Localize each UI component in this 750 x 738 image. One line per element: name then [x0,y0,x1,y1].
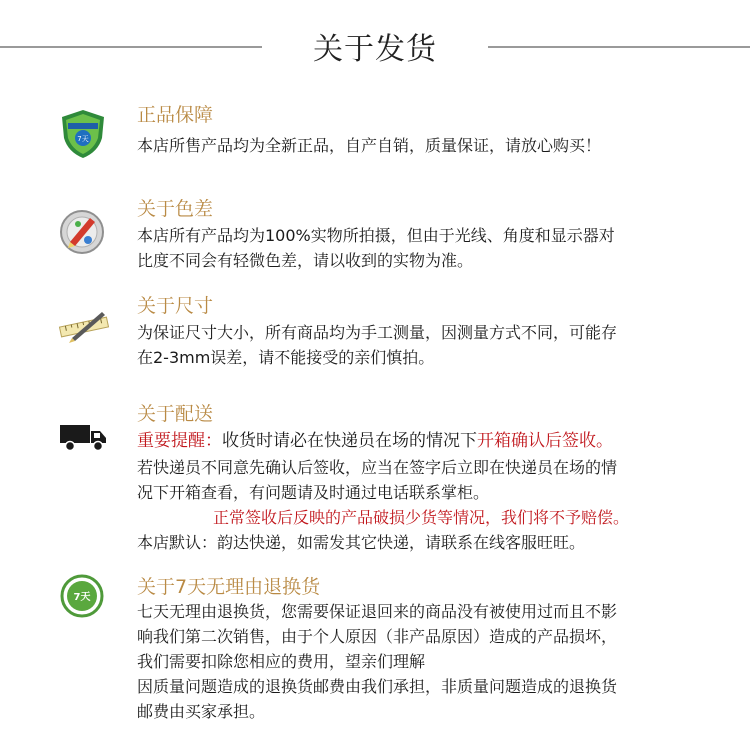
section-body [137,428,705,555]
svg-text:7天: 7天 [73,592,91,603]
section-heading: 关于配送 [137,403,214,425]
body-line: 为保证尺寸大小，所有商品均为手工测量，因测量方式不同，可能存 [137,323,618,342]
section-body [137,320,705,370]
section-heading: 正品保障 [137,104,214,126]
body-line: 况下开箱查看，有问题请及时通过电话联系掌柜。 [137,483,490,502]
body-line: 若快递员不同意先确认后签收，应当在签字后立即在快递员在场的情 [137,458,618,477]
body-line: 在2-3mm误差，请不能接受的亲们慎拍。 [137,348,435,367]
body-line: 比度不同会有轻微色差，请以收到的实物为准。 [137,251,474,270]
section-body [137,599,705,724]
section-heading: 关于色差 [137,198,214,220]
color-palette-icon [58,208,106,260]
important-highlight: 开箱确认后签收。 [477,431,613,451]
body-line: 本店所售产品均为全新正品，自产自销，质量保证，请放心购买！ [137,136,602,155]
section-heading: 关于尺寸 [137,295,214,317]
important-text: 收货时请必在快递员在场的情况下 [222,431,477,451]
header-divider-right [488,46,750,48]
section-size [0,288,750,372]
section-heading: 关于7天无理由退换货 [137,576,321,598]
ruler-icon [58,304,112,348]
no-compensation-warning: 正常签收后反映的产品破损少货等情况，我们将不予赔偿。 [212,508,629,527]
section-color [0,192,750,272]
important-label: 重要提醒： [137,431,222,451]
important-notice [137,428,705,455]
body-line: 邮费由买家承担。 [137,702,266,721]
section-returns [0,572,750,738]
section-quality [0,98,750,168]
page-title: 关于发货 [313,32,437,67]
section-body [137,223,705,273]
default-courier: 本店默认：韵达快递，如需发其它快递，请联系在线客服旺旺。 [137,533,586,552]
svg-text:7天: 7天 [77,135,89,143]
body-line: 因质量问题造成的退换货邮费由我们承担，非质量问题造成的退换货 [137,677,618,696]
body-line: 本店所有产品均为100%实物所拍摄，但由于光线、角度和显示器对 [137,226,615,245]
seven-day-badge-icon [60,574,104,622]
section-delivery [0,396,750,561]
page-header [0,0,750,80]
body-line: 七天无理由退换货，您需要保证退回来的商品没有被使用过而且不影 [137,602,618,621]
truck-icon [58,422,108,456]
body-line: 我们需要扣除您相应的费用，望亲们理解 [137,652,426,671]
shield-icon [58,108,108,164]
body-line: 响我们第二次销售，由于个人原因（非产品原因）造成的产品损坏， [137,627,618,646]
section-body [137,133,705,158]
